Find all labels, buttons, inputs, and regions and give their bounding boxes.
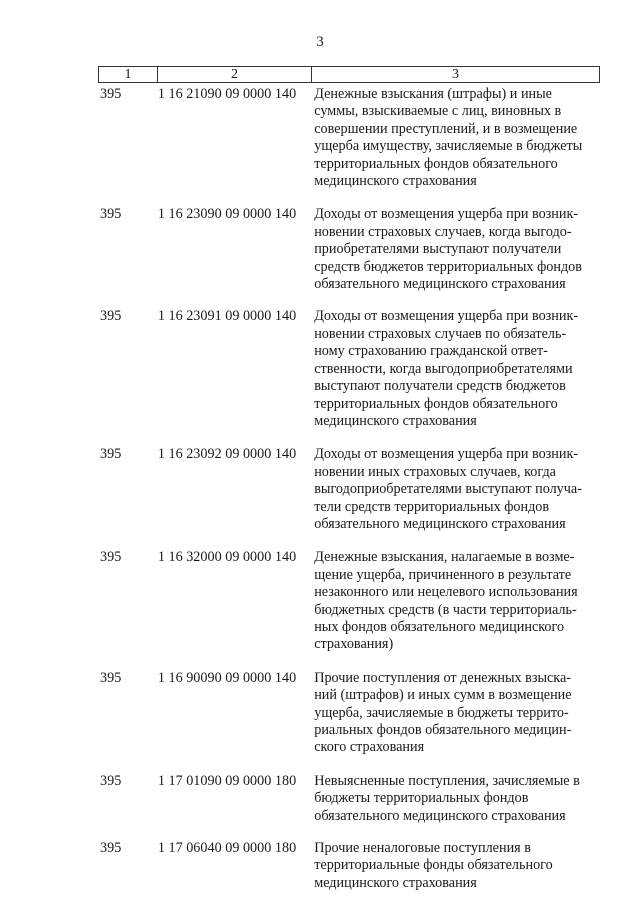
income-description: Денежные взыскания, налагаемые в возме- щение ущерба, причиненного в результате незаконного или нецелевого использования бюджетных средств (в части территориаль- ных фондов обязательного медицинского страхования): [314, 549, 578, 653]
table-row: [98, 206, 608, 293]
admin-code: 395: [100, 446, 122, 463]
budget-code: 1 17 06040 09 0000 180: [157, 840, 297, 857]
table-row: [98, 446, 608, 533]
admin-code: 395: [100, 772, 122, 789]
admin-code: 395: [100, 669, 122, 686]
table-row: [98, 840, 608, 892]
budget-code: 1 16 32000 09 0000 140: [157, 549, 297, 566]
table-header: [98, 66, 600, 83]
header-col-1: 1: [99, 67, 158, 82]
table-body: [98, 86, 608, 892]
budget-code: 1 17 01090 09 0000 180: [157, 772, 297, 789]
admin-code: 395: [100, 308, 122, 325]
table-row: [98, 308, 608, 430]
budget-code: 1 16 21090 09 0000 140: [157, 86, 297, 102]
income-description: Доходы от возмещения ущерба при возник- новении страховых случаев по обязатель- ному страхованию гражданской ответ- ственности, когда выгодоприобретателями выступают получатели средств бюджетов территориальных фондов обязательного медицинского страхования: [314, 308, 579, 429]
income-description: Денежные взыскания (штрафы) и иные суммы, взыскиваемые с лиц, виновных в совершении преступлений, и в возмещение ущерба имуществу, зачисляемые в бюджеты территориальных фондов обязательного медицинского страхования: [314, 86, 583, 190]
header-col-2: 2: [158, 67, 312, 82]
income-description: Невыясненные поступления, зачисляемые в бюджеты территориальных фондов обязательного медицинского страхования: [314, 772, 580, 824]
budget-code: 1 16 23092 09 0000 140: [157, 446, 297, 463]
income-description: Доходы от возмещения ущерба при возник- новении страховых случаев, когда выгодо- приобретателями выступают получатели средств бюджетов территориальных фондов обязательного медицинского страхования: [314, 206, 582, 293]
page-number: 3: [316, 34, 324, 50]
admin-code: 395: [100, 840, 122, 857]
table-row: [98, 549, 608, 653]
header-col-3: 3: [452, 67, 459, 82]
admin-code: 395: [100, 86, 122, 102]
admin-code: 395: [100, 206, 122, 223]
table-row: [98, 773, 608, 825]
admin-code: 395: [100, 549, 122, 566]
income-description: Доходы от возмещения ущерба при возник- новении иных страховых случаев, когда выгодоприобретателями выступают получа- тели средств территориальных фондов обязательного медицинского страхования: [314, 446, 582, 532]
table-row: [98, 86, 608, 190]
budget-code: 1 16 23090 09 0000 140: [157, 206, 297, 223]
budget-code: 1 16 23091 09 0000 140: [157, 308, 297, 325]
table-row: [98, 670, 608, 757]
budget-code: 1 16 90090 09 0000 140: [157, 669, 297, 686]
income-description: Прочие неналоговые поступления в территориальные фонды обязательного медицинского страхования: [314, 840, 553, 891]
income-description: Прочие поступления от денежных взыска- ний (штрафов) и иных сумм в возмещение ущерба, зачисляемые в бюджеты террито- риальных фондов обязательного медицин- ского страхования: [314, 669, 572, 756]
